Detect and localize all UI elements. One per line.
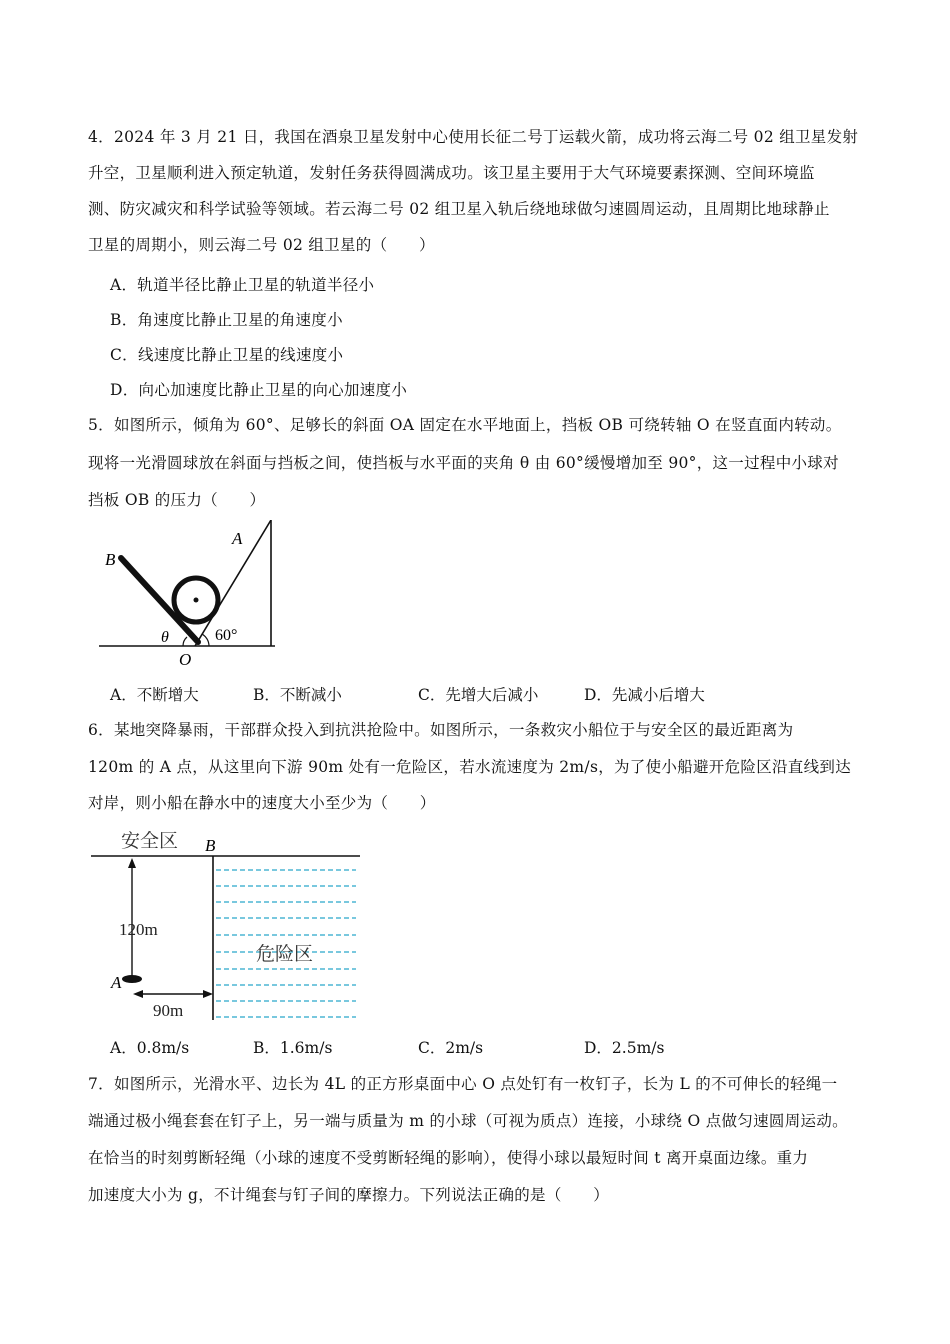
q6-option-d: D．2.5m/s: [584, 1039, 665, 1057]
q5-option-a: A．不断增大: [110, 686, 199, 704]
ball-center: [194, 598, 199, 603]
label-B: B: [205, 836, 216, 855]
q4-stem-line-4: 卫星的周期小，则云海二号 02 组卫星的（ ）: [88, 236, 435, 254]
arrow-left: [133, 990, 143, 998]
q6-option-c: C．2m/s: [418, 1039, 484, 1057]
boat-A: [122, 975, 142, 983]
q5-incline-figure: [95, 520, 285, 670]
q4-stem-line-3: 测、防灾减灾和科学试验等领域。若云海二号 02 组卫星入轨后绕地球做匀速圆周运动，且周期比地球静止: [88, 200, 830, 218]
q6-options: [110, 1037, 790, 1059]
q6-option-b: B．1.6m/s: [253, 1039, 333, 1057]
label-O: O: [179, 650, 192, 669]
q4-option-c: C．线速度比静止卫星的线速度小: [110, 346, 344, 364]
q4-option-b: B．角速度比静止卫星的角速度小: [110, 311, 343, 329]
theta-arc: [183, 637, 187, 646]
q6-stem-line-3: 对岸，则小船在静水中的速度大小至少为（ ）: [88, 794, 436, 812]
arrow-up: [128, 858, 136, 868]
label-A: A: [232, 529, 243, 548]
q7-stem-line-4: 加速度大小为 g，不计绳套与钉子间的摩擦力。下列说法正确的是（ ）: [88, 1186, 610, 1204]
q5-options: [110, 684, 790, 706]
q5-option-c: C．先增大后减小: [418, 686, 539, 704]
q4-stem-line-1: 4．2024 年 3 月 21 日，我国在酒泉卫星发射中心使用长征二号丁运载火箭，成功将云海二号 02 组卫星发射: [88, 128, 859, 146]
label-theta: θ: [161, 629, 169, 646]
label-A: A: [111, 973, 122, 992]
label-60-degrees: 60°: [215, 627, 238, 644]
safe-zone-label: 安全区: [121, 831, 179, 852]
q6-option-a: A．0.8m/s: [110, 1039, 190, 1057]
label-B: B: [105, 550, 116, 569]
q5-stem-line-1: 5．如图所示，倾角为 60°、足够长的斜面 OA 固定在水平地面上，挡板 OB 可绕转轴 O 在竖直面内转动。: [88, 416, 842, 434]
q6-river-figure: [88, 822, 368, 1026]
q4-stem-line-2: 升空，卫星顺利进入预定轨道，发射任务获得圆满成功。该卫星主要用于大气环境要素探测、空间环境监: [88, 164, 815, 182]
q7-stem-line-3: 在恰当的时刻剪断轻绳（小球的速度不受剪断轻绳的影响），使得小球以最短时间 t 离开桌面边缘。重力: [88, 1149, 809, 1167]
q7-stem-line-1: 7．如图所示，光滑水平、边长为 4L 的正方形桌面中心 O 点处钉有一枚钉子，长为 L 的不可伸长的轻绳一: [88, 1075, 838, 1093]
q5-option-d: D．先减小后增大: [584, 686, 705, 704]
q6-stem-line-2: 120m 的 A 点，从这里向下游 90m 处有一危险区，若水流速度为 2m/s，为了使小船避开危险区沿直线到达: [88, 758, 851, 776]
q6-stem-line-1: 6．某地突降暴雨，干部群众投入到抗洪抢险中。如图所示，一条救灾小船位于与安全区的最近距离为: [88, 721, 794, 739]
q4-option-a: A．轨道半径比静止卫星的轨道半径小: [110, 276, 375, 294]
angle-arc-60: [202, 634, 209, 646]
distance-90m: 90m: [153, 1001, 184, 1020]
q5-option-b: B．不断减小: [253, 686, 342, 704]
distance-120m: 120m: [119, 920, 158, 939]
q4-option-d: D．向心加速度比静止卫星的向心加速度小: [110, 381, 408, 399]
q5-stem-line-2: 现将一光滑圆球放在斜面与挡板之间，使挡板与水平面的夹角 θ 由 60°缓慢增加至 90°，这一过程中小球对: [88, 454, 839, 472]
arrow-right: [203, 990, 213, 998]
danger-zone-label: 危险区: [256, 944, 314, 965]
q7-stem-line-2: 端通过极小绳套套在钉子上，另一端与质量为 m 的小球（可视为质点）连接，小球绕 O 点做匀速圆周运动。: [88, 1112, 848, 1130]
q5-stem-line-3: 挡板 OB 的压力（ ）: [88, 491, 266, 509]
